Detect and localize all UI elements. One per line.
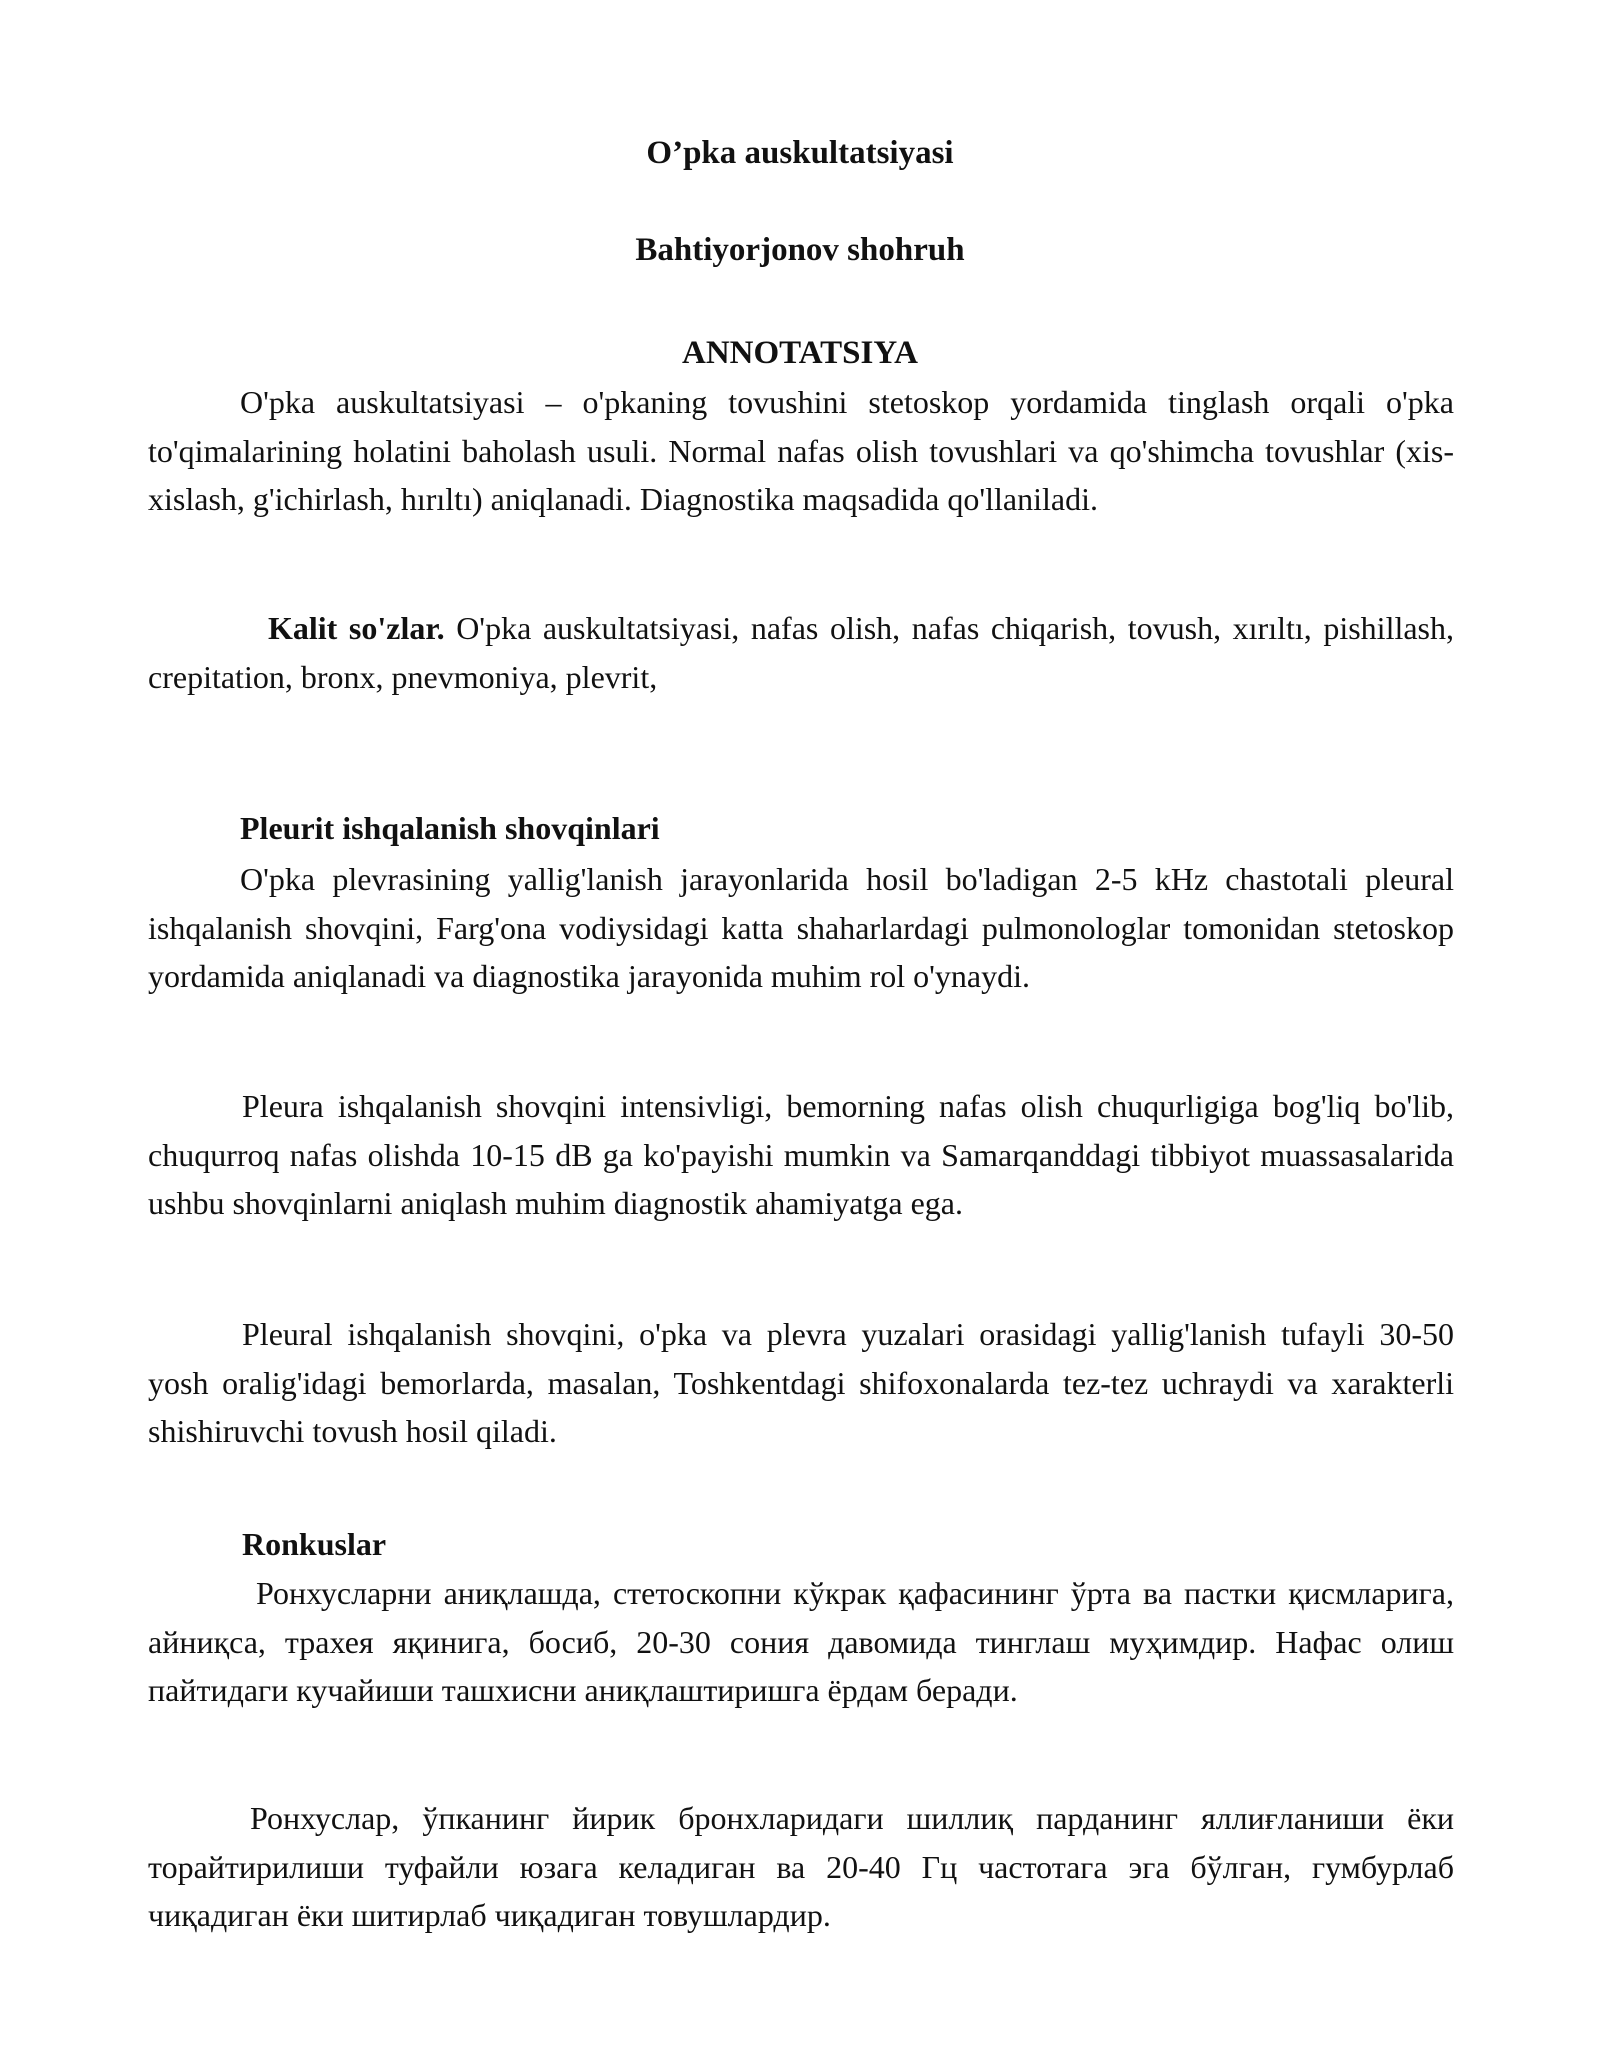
section-paragraph: Pleura ishqalanish shovqini intensivligi, bemorning nafas olish chuqurligiga bog'liq bo'lib, chuqurroq nafas olishda 10-15 dB ga ko'payishi mumkin va Samarqanddagi tibbiyot muassasalarida ushbu shovqinlarni aniqlash muhim diagnostik ahamiyatga ega. (148, 1088, 1454, 1221)
keywords-label: Kalit so'zlar. (268, 610, 445, 646)
section-paragraph: Ронхуслар, ўпканинг йирик бронхларидаги шиллиқ парданинг яллиғланиши ёки торайтирилиши туфайли юзага келадиган ва 20-40 Гц частотага эга бўлган, гумбурлаб чиқадиган ёки шитирлаб чиқадиган товушлардир. (148, 1800, 1454, 1933)
section-paragraph: Pleural ishqalanish shovqini, o'pka va plevra yuzalari orasidagi yallig'lanish tufayli 30-50 yosh oralig'idagi bemorlarda, masalan, Toshkentdagi shifoxonalarda tez-tez uchraydi va xarakterli shishiruvchi tovush hosil qiladi. (148, 1316, 1454, 1449)
abstract-heading: ANNOTATSIYA (682, 335, 918, 371)
section-paragraph: Ронхусларни аниқлашда, стетоскопни кўкрак қафасининг ўрта ва пастки қисмларига, айниқса, трахея яқинига, босиб, 20-30 сония давомида тинглаш муҳимдир. Нафас олиш пайтидаги кучайиши ташхисни аниқлаштиришга ёрдам беради. (148, 1575, 1454, 1708)
keywords-paragraph (148, 604, 1454, 701)
document-title: O’pka auskultatsiyasi (646, 135, 954, 171)
section-heading-ronkuslar: Ronkuslar (242, 1526, 387, 1562)
abstract-text: O'pka auskultatsiyasi – o'pkaning tovushini stetoskop yordamida tinglash orqali o'pka to'qimalarining holatini baholash usuli. Normal nafas olish tovushlari va qo'shimcha tovushlar (xis-xislash, g'ichirlash, hırıltı) aniqlanadi. Diagnostika maqsadida qo'llaniladi. (148, 384, 1454, 517)
section-paragraph: O'pka plevrasining yallig'lanish jarayonlarida hosil bo'ladigan 2-5 kHz chastotali pleural ishqalanish shovqini, Farg'ona vodiysidagi katta shaharlardagi pulmonologlar tomonidan stetoskop yordamida aniqlanadi va diagnostika jarayonida muhim rol o'ynaydi. (148, 861, 1454, 994)
author-name: Bahtiyorjonov shohruh (635, 232, 965, 268)
section-heading-pleurit: Pleurit ishqalanish shovqinlari (240, 810, 660, 846)
keywords-text: O'pka auskultatsiyasi, nafas olish, nafas chiqarish, tovush, xırıltı, pishillash, crepitation, bronx, pnevmoniya, plevrit, (148, 610, 1454, 695)
